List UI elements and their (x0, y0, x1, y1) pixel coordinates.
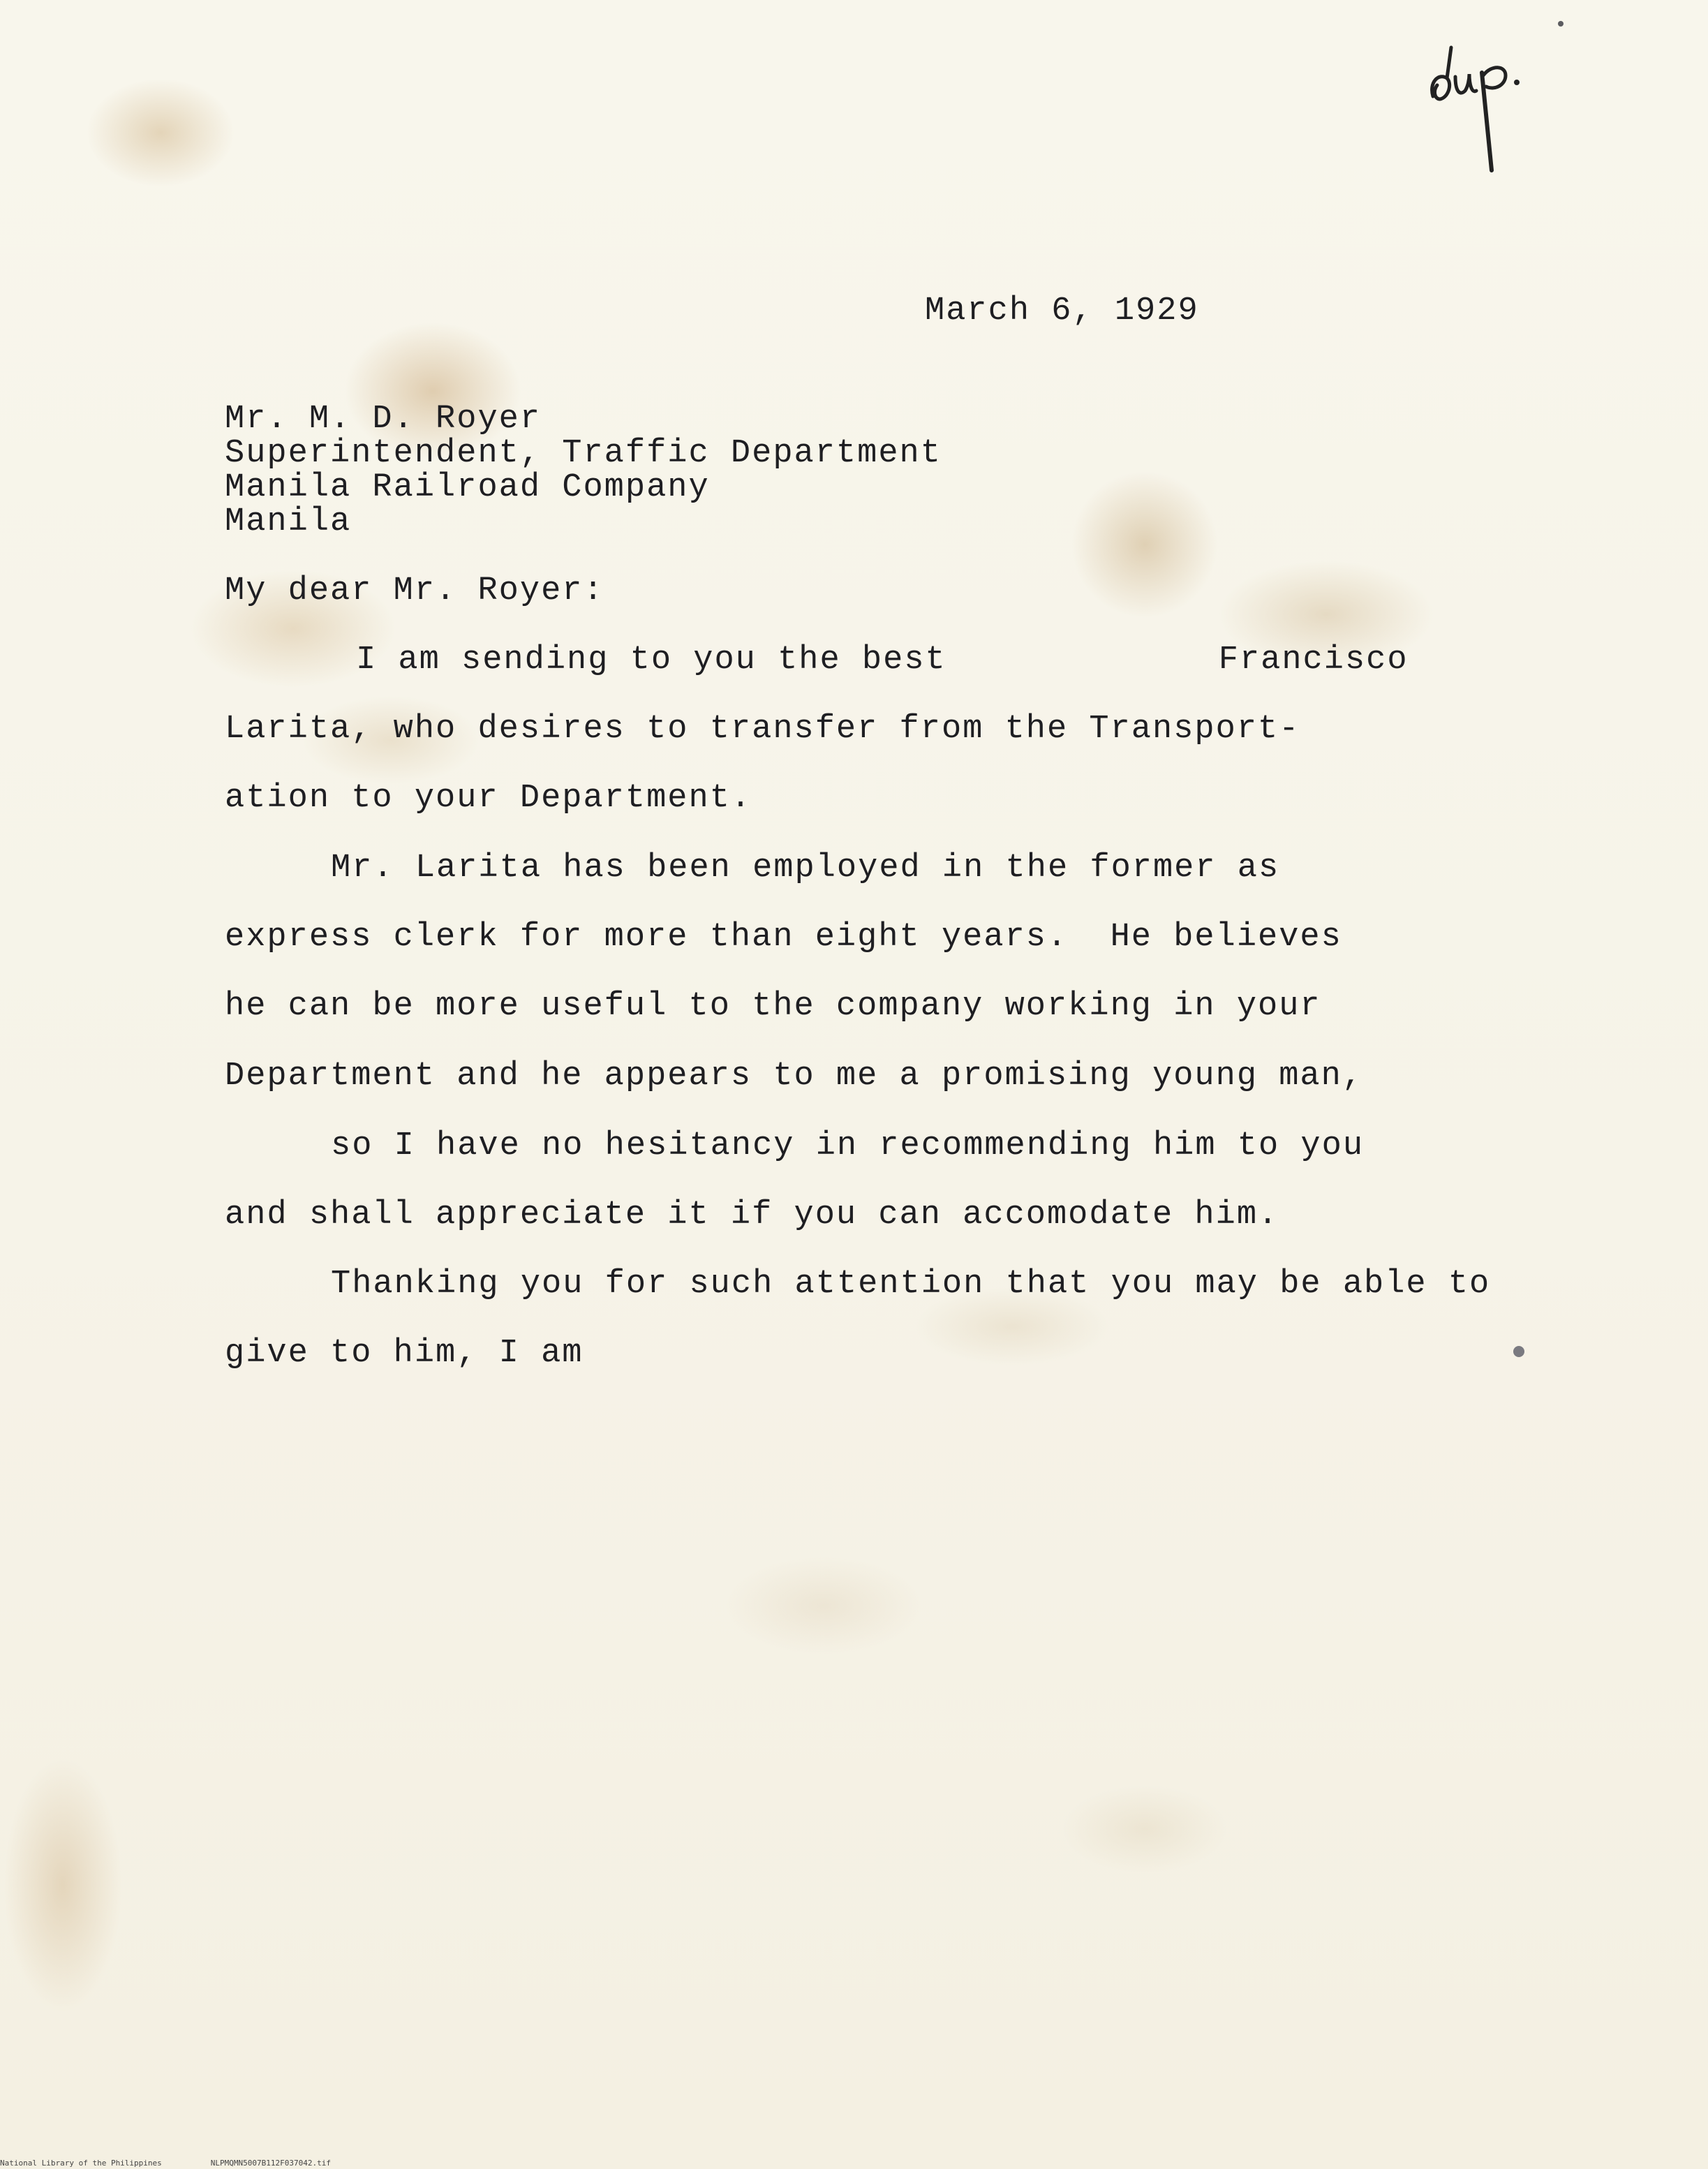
letter-date: March 6, 1929 (925, 293, 1199, 330)
body-line: Larita, who desires to transfer from the Transport- (225, 711, 1300, 748)
body-line: he can be more useful to the company working in your (225, 988, 1321, 1025)
recipient-title: Superintendent, Traffic Department (225, 435, 942, 472)
body-line: Department and he appears to me a promising young man, (225, 1058, 1364, 1095)
body-line-name: Francisco (1218, 642, 1409, 679)
recipient-city: Manila (225, 503, 352, 540)
body-line-start: I am sending to you the best (356, 642, 946, 679)
recipient-name: Mr. M. D. Royer (225, 401, 542, 438)
ink-speck (1513, 1346, 1524, 1357)
body-line: and shall appreciate it if you can accomodate him. (225, 1197, 1279, 1234)
handwritten-duplicate-mark (1427, 42, 1532, 182)
archive-footer (0, 2159, 331, 2168)
recipient-company: Manila Railroad Company (225, 469, 710, 506)
body-line: Thanking you for such attention that you may be able to (331, 1266, 1491, 1303)
body-line: express clerk for more than eight years. He believes (225, 919, 1342, 956)
body-line: Mr. Larita has been employed in the former as (331, 850, 1280, 887)
body-line: ation to your Department. (225, 780, 752, 817)
ink-speck (1558, 21, 1564, 27)
body-line: give to him, I am (225, 1335, 584, 1372)
body-line: so I have no hesitancy in recommending him to you (331, 1127, 1365, 1164)
archive-filename: NLPMQMN5007B112F037042.tif (210, 2159, 331, 2168)
body-line (356, 642, 1409, 679)
salutation: My dear Mr. Royer: (225, 572, 604, 609)
archive-name: National Library of the Philippines (0, 2159, 162, 2168)
